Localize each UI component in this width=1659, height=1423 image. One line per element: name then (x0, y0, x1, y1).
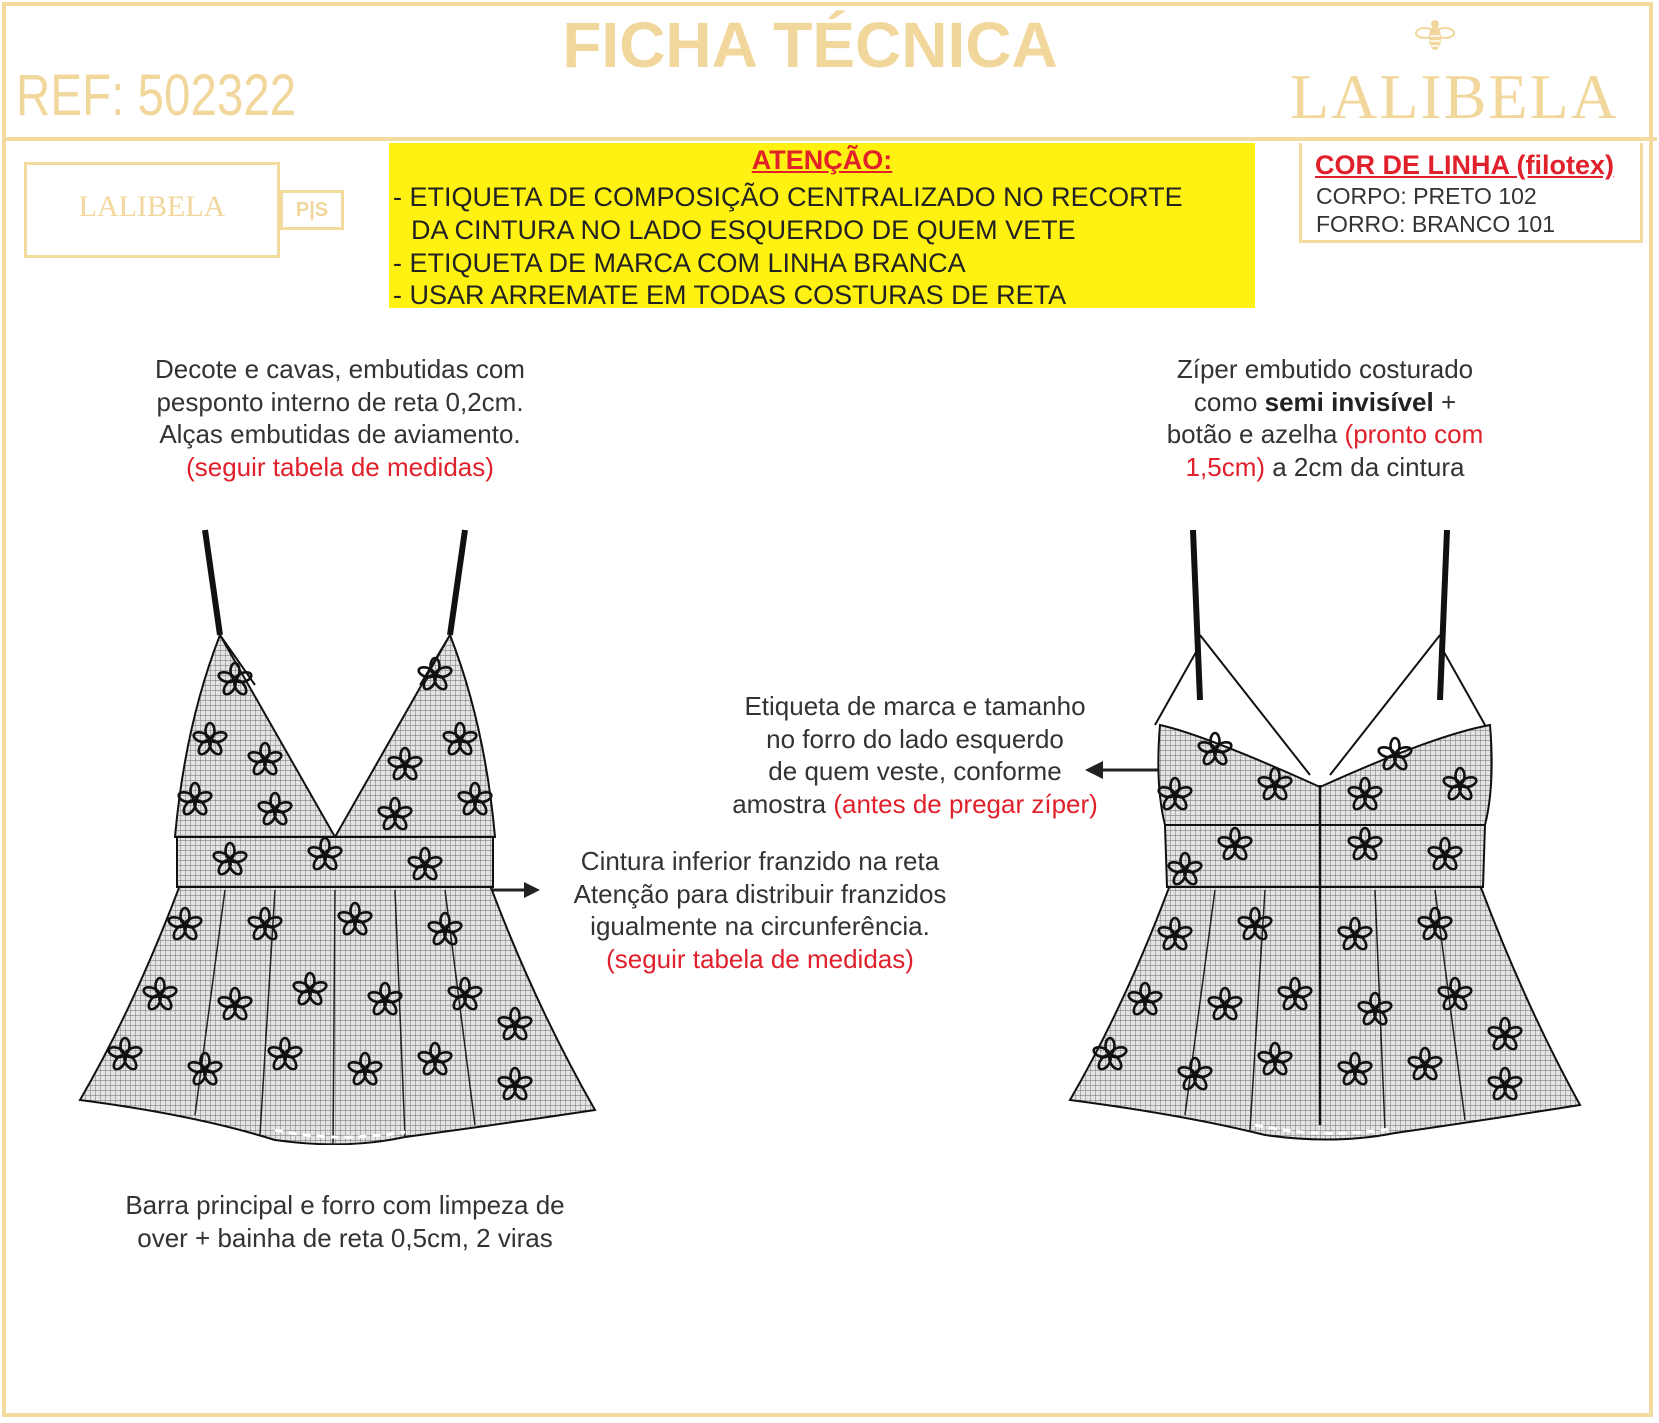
header-divider (2, 137, 1657, 141)
bee-logo-icon (1415, 16, 1455, 60)
attention-box (389, 143, 1255, 308)
thread-color-body: CORPO: PRETO 102 (1316, 183, 1537, 209)
thread-color-lining: FORRO: BRANCO 101 (1316, 211, 1555, 237)
label-brand-text: LALIBELA (78, 190, 226, 223)
page-title: FICHA TÉCNICA (562, 9, 1058, 81)
neckline-note: Decote e cavas, embutidas com pesponto interno de reta 0,2cm. Alças embutidas de aviamento. (seguir tabela de medidas) (155, 354, 525, 482)
waist-note: Cintura inferior franzido na reta Atenção para distribuir franzidos igualmente na circunferência. (seguir tabela de medidas) (573, 846, 947, 974)
size-tag: P|S (280, 190, 344, 230)
attention-line: DA CINTURA NO LADO ESQUERDO DE QUEM VETE (411, 215, 1076, 245)
brand-logo: LALIBELA (1290, 61, 1619, 132)
brand-label-note: Etiqueta de marca e tamanho no forro do lado esquerdo de quem veste, conforme amostra (antes de pregar zíper) (732, 691, 1098, 819)
garment-back-drawing (1065, 525, 1585, 1145)
garment-front-drawing (75, 525, 605, 1145)
attention-line: - ETIQUETA DE COMPOSIÇÃO CENTRALIZADO NO RECORTE (393, 182, 1183, 212)
hem-note: Barra principal e forro com limpeza de over + bainha de reta 0,5cm, 2 viras (125, 1190, 565, 1253)
attention-line: - USAR ARREMATE EM TODAS COSTURAS DE RETA (393, 280, 1067, 310)
reference-code: REF: 502322 (16, 63, 297, 128)
zipper-note: Zíper embutido costurado como semi invisível + botão e azelha (pronto com 1,5cm) a 2cm da cintura (1166, 354, 1484, 482)
thread-color-title: COR DE LINHA (filotex) (1315, 150, 1614, 180)
attention-line: - ETIQUETA DE MARCA COM LINHA BRANCA (393, 248, 966, 278)
attention-title: ATENÇÃO: (751, 145, 893, 175)
